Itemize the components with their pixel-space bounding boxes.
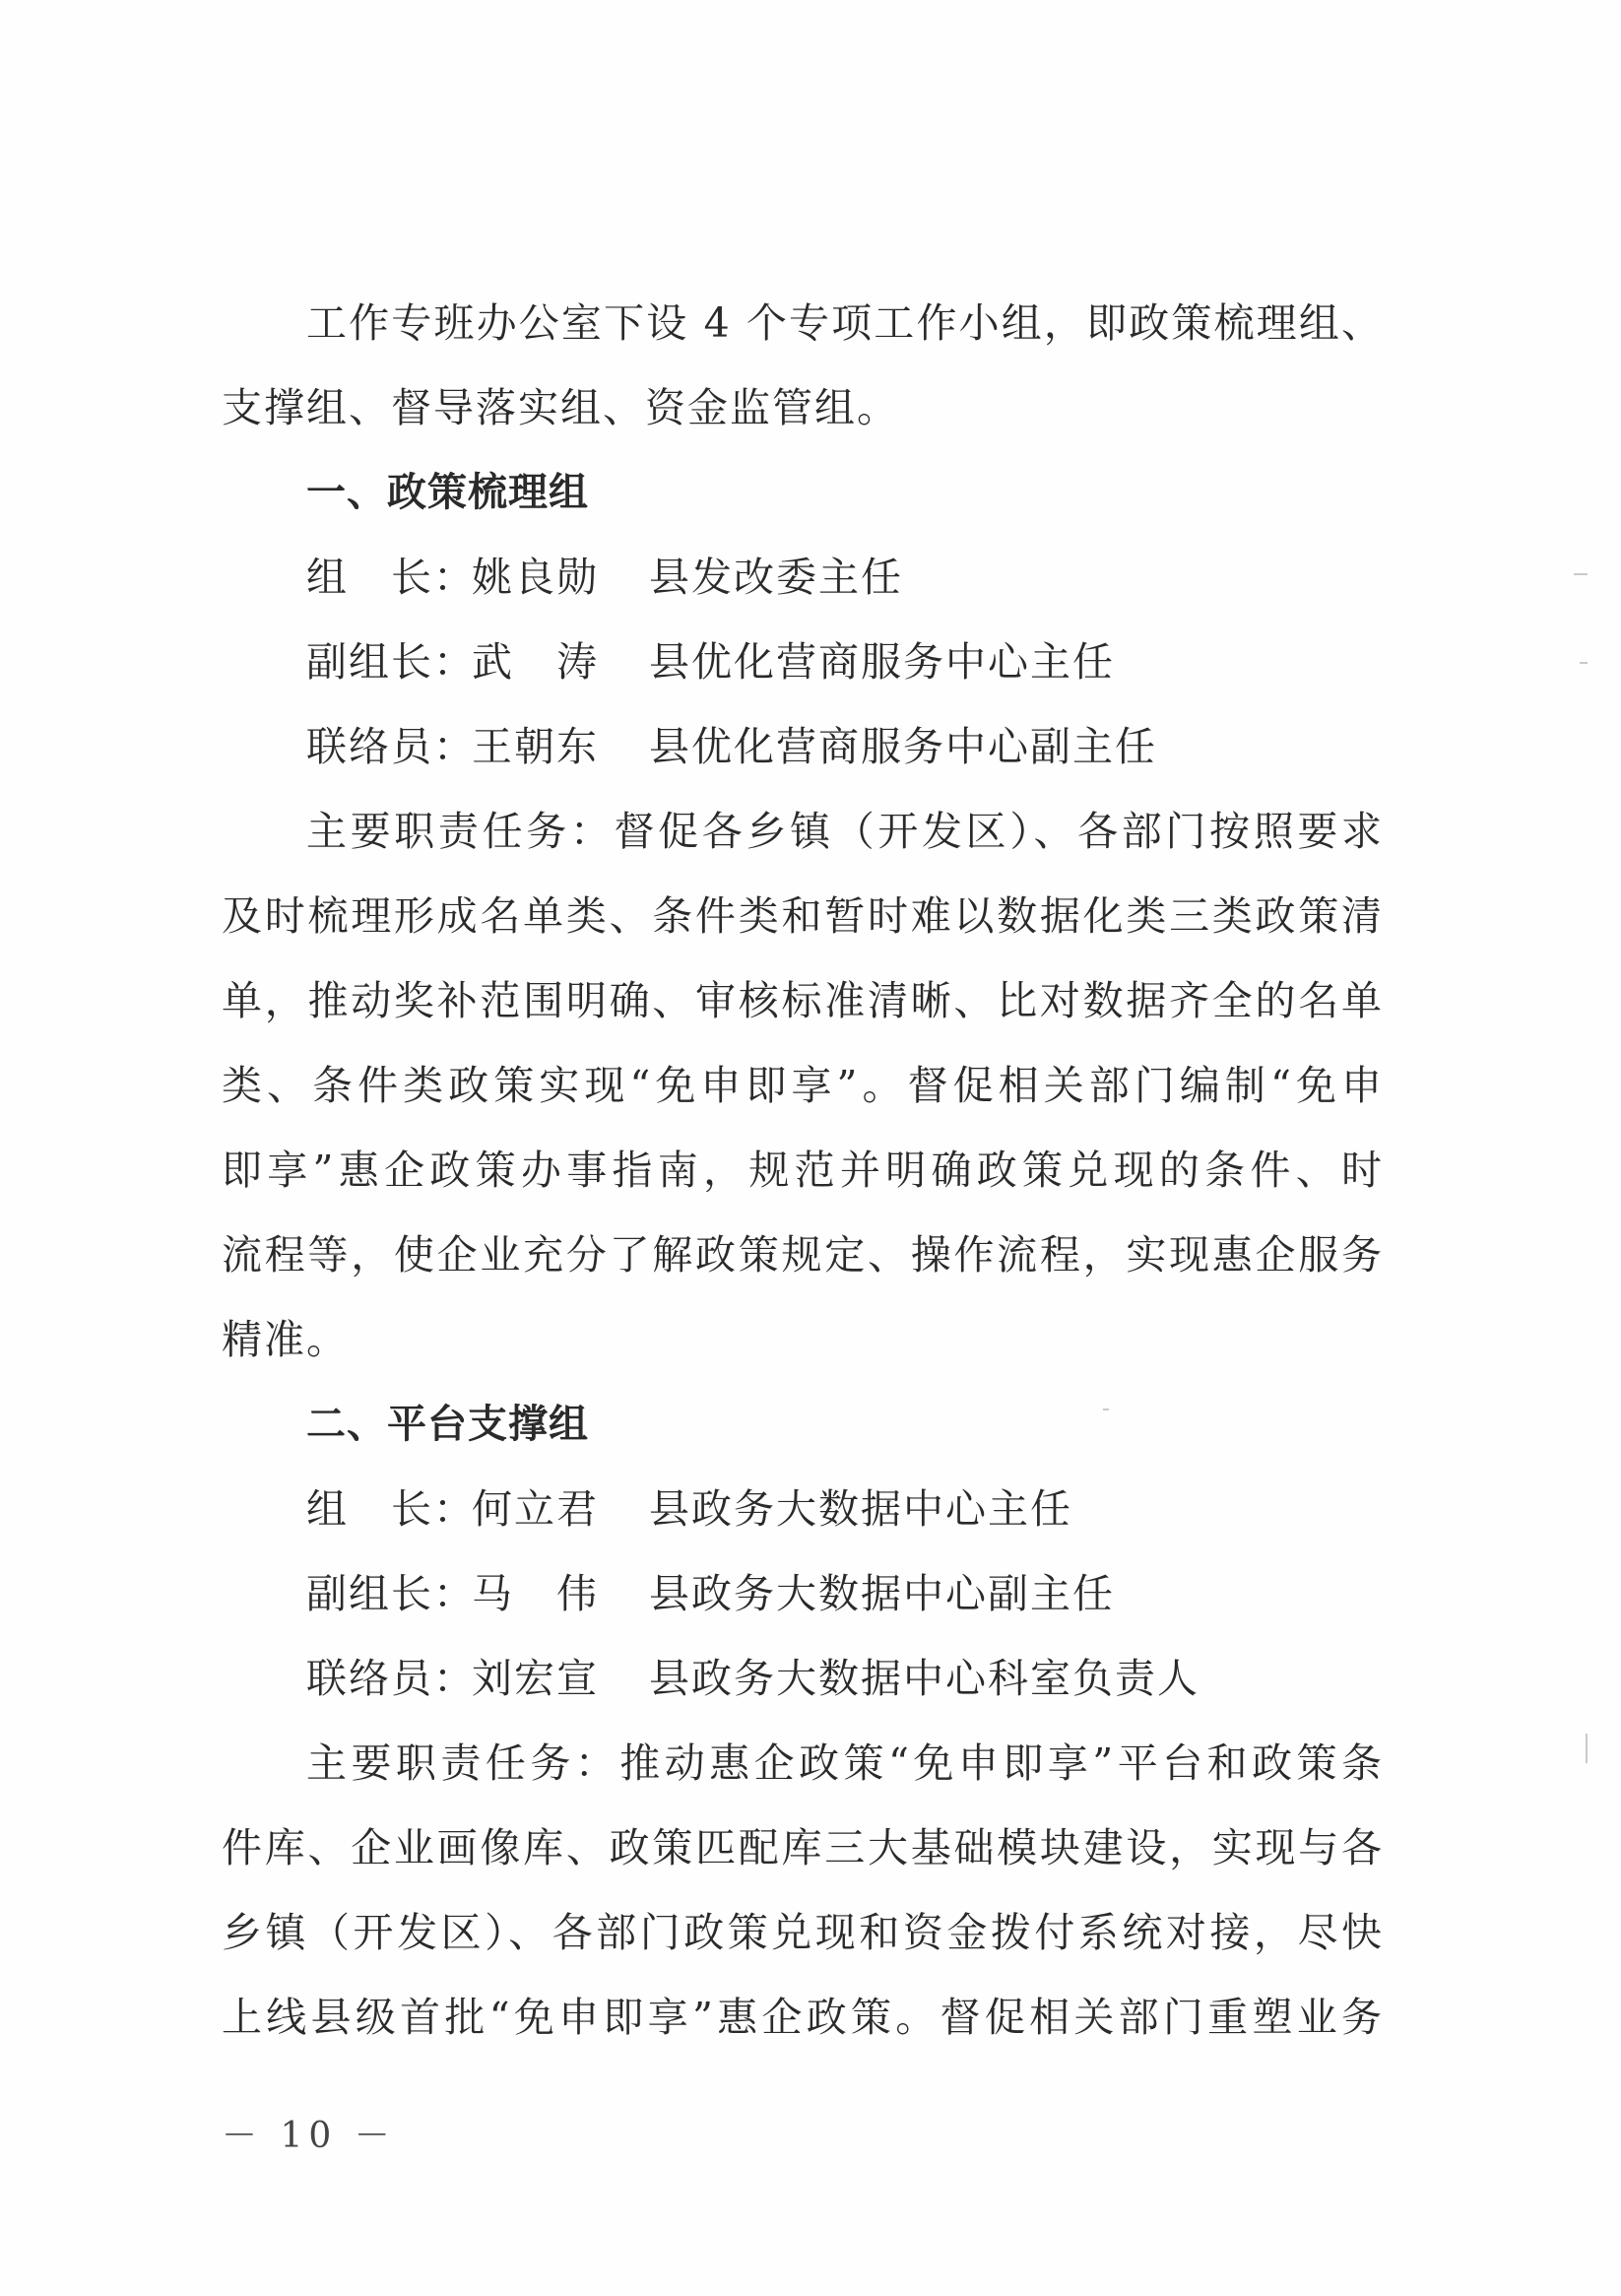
member-title: 县发改委主任 <box>649 554 903 601</box>
duties-line: 乡镇（开发区）、各部门政策兑现和资金拨付系统对接，尽快 <box>222 1909 1384 1956</box>
duties-line: 即享”惠企政策办事指南，规范并明确政策兑现的条件、时 <box>222 1147 1384 1194</box>
duties-line: 精准。 <box>222 1316 349 1363</box>
duties-line: 上线县级首批“免申即享”惠企政策。督促相关部门重塑业务 <box>222 1994 1384 2041</box>
duties-line: 及时梳理形成名单类、条件类和暂时难以数据化类三类政策清 <box>222 892 1384 940</box>
member-role: 组 长： <box>306 554 476 601</box>
member-role: 副组长： <box>306 1570 476 1617</box>
member-name: 刘宏宣 <box>472 1655 599 1702</box>
member-name: 何立君 <box>472 1485 599 1533</box>
member-title: 县政务大数据中心副主任 <box>649 1570 1115 1617</box>
duties-line: 单，推动奖补范围明确、审核标准清晰、比对数据齐全的名单 <box>222 977 1384 1024</box>
duties-line: 流程等，使企业充分了解政策规定、操作流程，实现惠企服务 <box>222 1231 1384 1279</box>
scan-speck <box>1580 662 1588 664</box>
member-name: 马 伟 <box>472 1570 599 1617</box>
member-role: 联络员： <box>306 723 476 770</box>
duties-line: 类、条件类政策实现“免申即享”。督促相关部门编制“免申 <box>222 1062 1384 1109</box>
intro-line-1: 工作专班办公室下设 4 个专项工作小组，即政策梳理组、 <box>306 299 1384 347</box>
member-name: 王朝东 <box>472 723 599 770</box>
section-heading-policy-review: 一、政策梳理组 <box>306 470 589 515</box>
scan-speck <box>1574 573 1588 575</box>
member-title: 县优化营商服务中心主任 <box>649 638 1115 686</box>
member-role: 联络员： <box>306 1655 476 1702</box>
member-row-liaison <box>222 1636 1384 1721</box>
member-name: 姚良勋 <box>472 554 599 601</box>
scan-speck <box>1586 1734 1588 1763</box>
duties-line: 主要职责任务：推动惠企政策“免申即享”平台和政策条 <box>306 1739 1384 1787</box>
member-row-leader <box>222 535 1384 620</box>
member-title: 县政务大数据中心科室负责人 <box>649 1655 1200 1702</box>
member-name: 武 涛 <box>472 638 599 686</box>
member-title: 县优化营商服务中心副主任 <box>649 723 1157 770</box>
duties-line: 主要职责任务：督促各乡镇（开发区）、各部门按照要求 <box>306 808 1384 855</box>
member-row-deputy-leader <box>222 620 1384 704</box>
member-row-leader <box>222 1467 1384 1551</box>
scan-speck <box>1103 1409 1109 1410</box>
member-row-deputy-leader <box>222 1551 1384 1636</box>
page-number: － 10 － <box>222 2116 396 2156</box>
member-role: 组 长： <box>306 1485 476 1533</box>
intro-line-2: 支撑组、督导落实组、资金监管组。 <box>222 384 899 431</box>
document-body <box>222 281 1384 2060</box>
member-row-liaison <box>222 704 1384 789</box>
duties-line: 件库、企业画像库、政策匹配库三大基础模块建设，实现与各 <box>222 1824 1384 1871</box>
member-role: 副组长： <box>306 638 476 686</box>
member-title: 县政务大数据中心主任 <box>649 1485 1072 1533</box>
section-heading-platform-support: 二、平台支撑组 <box>306 1402 589 1447</box>
